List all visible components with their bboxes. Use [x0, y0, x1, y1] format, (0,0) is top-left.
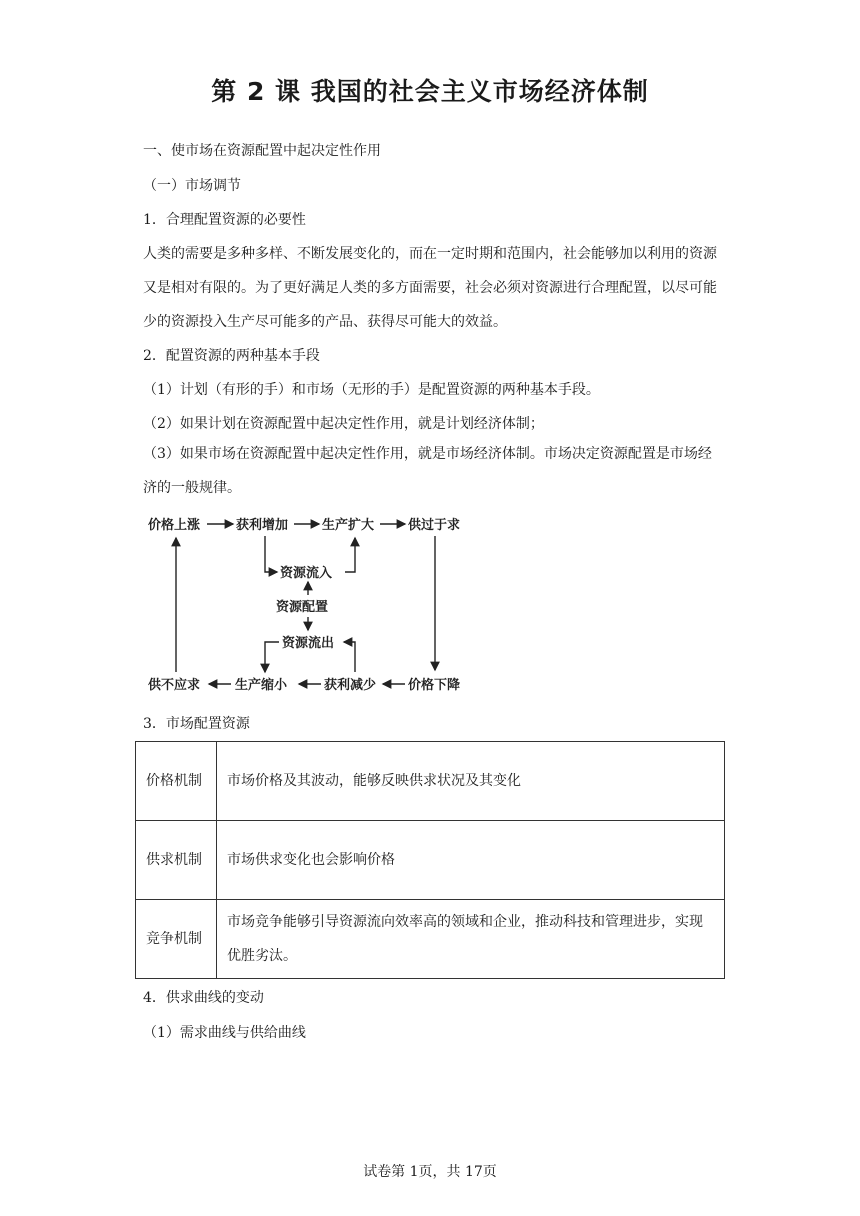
diagram-node-production-expand: 生产扩大: [322, 518, 375, 533]
diagram-node-price-fall: 价格下降: [408, 678, 461, 693]
item1-paragraph: 人类的需要是多种多样、不断发展变化的，而在一定时期和范围内，社会能够加以利用的资源又是相对有限的。为了更好满足人类的多方面需要，社会必须对资源进行合理配置，以尽可能少的资源投入生产尽可能多的产品、获得尽可能大的效益。: [143, 246, 717, 330]
item2-point-1: （1）计划（有形的手）和市场（无形的手）是配置资源的两种基本手段。: [143, 382, 600, 398]
table-row: [136, 821, 725, 900]
section-heading: 一、使市场在资源配置中起决定性作用: [143, 143, 381, 159]
mechanism-desc: 市场竞争能够引导资源流向效率高的领域和企业，推动科技和管理进步，实现优胜劣汰。: [217, 900, 725, 979]
diagram-node-resource-outflow: 资源流出: [282, 636, 335, 651]
item1-heading: 1．合理配置资源的必要性: [143, 212, 306, 228]
table-row: [136, 900, 725, 979]
item2-heading: 2．配置资源的两种基本手段: [143, 348, 320, 364]
mechanism-desc: 市场价格及其波动，能够反映供求状况及其变化: [217, 742, 725, 821]
page-title: 第 2 课 我国的社会主义市场经济体制: [211, 77, 649, 106]
mechanism-name: 价格机制: [136, 742, 217, 821]
diagram-node-shortage: 供不应求: [148, 678, 201, 693]
resource-allocation-diagram: [143, 508, 483, 700]
mechanism-name: 竞争机制: [136, 900, 217, 979]
diagram-node-profit-decrease: 获利减少: [324, 678, 377, 693]
diagram-node-resource-allocation: 资源配置: [276, 600, 329, 615]
item2-point-2: （2）如果计划在资源配置中起决定性作用，就是计划经济体制；: [143, 416, 544, 432]
diagram-node-oversupply: 供过于求: [408, 518, 461, 533]
mechanism-desc: 市场供求变化也会影响价格: [217, 821, 725, 900]
diagram-node-resource-inflow: 资源流入: [280, 566, 333, 581]
table-row: [136, 742, 725, 821]
mechanism-name: 供求机制: [136, 821, 217, 900]
diagram-node-price-rise: 价格上涨: [148, 518, 201, 533]
subsection-heading: （一）市场调节: [143, 178, 241, 194]
item4-subheading: （1）需求曲线与供给曲线: [143, 1025, 306, 1041]
diagram-node-production-shrink: 生产缩小: [235, 678, 288, 693]
diagram-node-profit-increase: 获利增加: [236, 518, 289, 533]
item4-heading: 4．供求曲线的变动: [143, 990, 264, 1006]
page-footer: 试卷第 1页，共 17页: [363, 1164, 497, 1180]
item2-point-3: （3）如果市场在资源配置中起决定性作用，就是市场经济体制。市场决定资源配置是市场经济的一般规律。: [143, 446, 712, 496]
mechanism-table: [135, 741, 725, 979]
item3-heading: 3．市场配置资源: [143, 716, 250, 732]
